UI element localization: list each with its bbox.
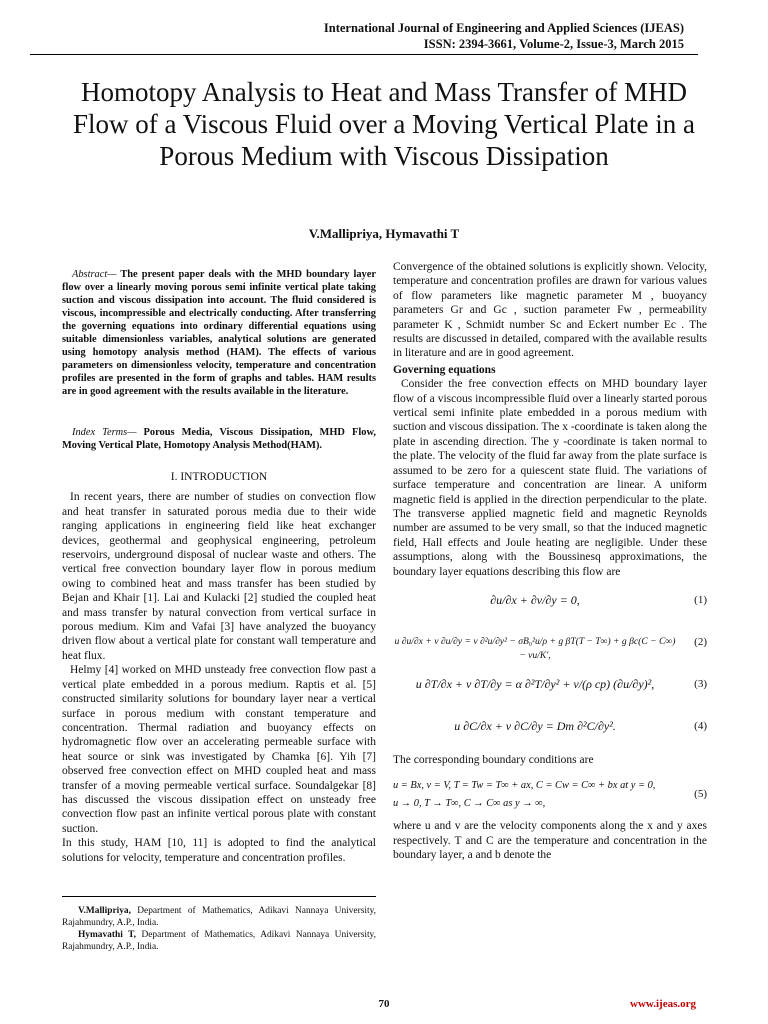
equation-3-body: u ∂T/∂x + v ∂T/∂y = α ∂²T/∂y² + ν/(ρ cp) (∂u/∂y)², (415, 676, 655, 691)
right-paragraph-1: Convergence of the obtained solutions is explicitly shown. Velocity, temperature and concentration profiles are drawn for various values of flow parameters like magnetic parameter M , buoyancy parameters Gr and Gc , suction parameter Fw , permeability parameter K , Schmidt number Sc and Eckert number Ec . The results are discussed in detailed, compared with the available results in literature and are in good agreement. (393, 261, 707, 360)
left-column (62, 258, 376, 865)
paper-authors: V.Mallipriya, Hymavathi T (308, 226, 460, 241)
footnote-2 (62, 929, 376, 953)
equation-2 (393, 627, 707, 663)
right-paragraph-2: Consider the free convection effects on MHD boundary layer flow of a viscous incompressible fluid over a linearly started porous vertical semi infinite plate embedded in a porous medium with suction and viscous dissipation. The x -coordinate is taken along the plate in ascending direction. The y -coordinate is taken normal to the plate. The velocity of the fluid far away from the plate surface is assumed to be zero for a quiescent state fluid. The variations of surface temperature and concentration are linear. A uniform magnetic field is applied in the direction perpendicular to the plate. The transverse applied magnetic field and magnetic Reynolds number are assumed to be very small, so that the induced magnetic field, Hall effects and Joule heating are negligible. Under these assumptions, along with the Boussinesq approximations, the boundary layer equations describing this flow are (393, 378, 707, 578)
index-text: Porous Media, Viscous Dissipation, MHD Flow, Moving Vertical Plate, Homotopy Analysis Method(HAM). (62, 427, 376, 451)
abstract-text: The present paper deals with the MHD boundary layer flow over a linearly moving porous semi infinite vertical plate taking suction and viscous dissipation into account. The fluid considered is viscous, incompressible and electrically conducting. After transferring the governing equations into ordinary differential equations using suitable dimensionless variables, analytical solutions are generated using homotopy analysis method (HAM). The effects of various parameters on dimensionless velocity, temperature and concentration profiles are presented in the form of graphs and tables. HAM results are in good agreement with the results available in the literature. (62, 269, 376, 397)
right-column (393, 260, 707, 863)
header-rule (30, 54, 698, 55)
intro-paragraph-1: In recent years, there are number of studies on convection flow and heat transfer in saturated porous media due to their wide ranging applications in engineering field like heat exchanger devices, geothermal and geophysical engineering, petroleum reservoirs, underground disposal of nuclear waste and others. The vertical free convection boundary layer flow in porous medium owing to combined heat and mass transfer has been studied by Bejan and Khair [1]. Lai and Kulacki [2] studied the coupled heat and mass transfer by natural convection from vertical surface in porous medium. Kim and Vafai [3] have analyzed the buoyancy driven flow about a vertical plate for constant wall temperature and heat flux. (62, 491, 376, 662)
right-paragraph-3: where u and v are the velocity components along the x and y axes respectively. T and C are the temperature and concentration in the boundary layer, a and b denote the (393, 820, 707, 862)
governing-heading: Governing equations (393, 363, 496, 376)
page-number: 70 (378, 998, 390, 1010)
equation-3 (393, 669, 707, 705)
intro-paragraph-2: Helmy [4] worked on MHD unsteady free convection flow past a vertical plate embedded in a porous medium. Raptis et al. [5] constructed similarity solutions for boundary layer near a vertical surface in porous medium with constant temperature and concentration. Thermal radiation and buoyancy effects on hydromagnetic flow over an accelerating permeable surface with heat source or sink was investigated by Chamka [6]. Yih [7] observed free convection effect on MHD coupled heat and mass transfer of a moving permeable vertical surface. Soundalgekar [8] has discussed the viscous dissipation effect on unsteady free convection flow past an infinite vertical porous plate with constant suction. (62, 664, 376, 835)
abstract (62, 268, 376, 398)
paper-title: Homotopy Analysis to Heat and Mass Transfer of MHD Flow of a Viscous Fluid over a Moving Vertical Plate in a Porous Medium with Viscous Dissipation (72, 77, 696, 171)
equation-2-number: (2) (694, 635, 707, 648)
equation-1-body: ∂u/∂x + ∂v/∂y = 0, (490, 592, 580, 607)
equation-3-number: (3) (694, 677, 707, 690)
equation-2-body: u ∂u/∂x + v ∂u/∂y = ν ∂²u/∂y² − σB₀²u/ρ + g βT(T − T∞) + g βc(C − C∞) − νu/K', (394, 635, 676, 662)
journal-header (324, 20, 684, 52)
intro-paragraph-3: In this study, HAM [10, 11] is adopted to find the analytical solutions for velocity, temperature and concentration profiles. (62, 837, 376, 864)
equation-5 (393, 773, 707, 813)
footnote-1-text: Department of Mathematics, Adikavi Nannaya University, Rajahmundry, A.P., India. (62, 906, 376, 928)
journal-name: International Journal of Engineering and Applied Sciences (IJEAS) (323, 21, 684, 35)
equation-5-number: (5) (694, 788, 707, 801)
journal-issn: ISSN: 2394-3661, Volume-2, Issue-3, March 2015 (423, 37, 684, 51)
footnotes (62, 896, 376, 953)
boundary-conditions-intro: The corresponding boundary conditions are (393, 753, 594, 766)
footnote-2-text: Department of Mathematics, Adikavi Nannaya University, Rajahmundry, A.P., India. (62, 930, 376, 952)
index-label: Index Terms— (72, 427, 137, 438)
footnote-1 (62, 905, 376, 929)
bc-line-1: u = Bx, v = V, T = Tw = T∞ + ax, C = Cw = C∞ + bx at y = 0, (393, 780, 656, 792)
equation-1 (393, 585, 707, 621)
abstract-label: Abstract— (72, 269, 117, 280)
bc-line-2: u → 0, T → T∞, C → C∞ as y → ∞, (393, 798, 546, 810)
footnote-2-name: Hymavathi T, (78, 930, 136, 940)
index-terms (62, 426, 376, 452)
footnote-1-name: V.Mallipriya, (78, 906, 131, 916)
equation-4 (393, 711, 707, 747)
equation-1-number: (1) (694, 593, 707, 606)
equation-4-body: u ∂C/∂x + v ∂C/∂y = Dm ∂²C/∂y². (454, 718, 616, 733)
equation-4-number: (4) (694, 719, 707, 732)
intro-heading: I. INTRODUCTION (170, 471, 268, 483)
journal-website[interactable]: www.ijeas.org (630, 998, 696, 1010)
